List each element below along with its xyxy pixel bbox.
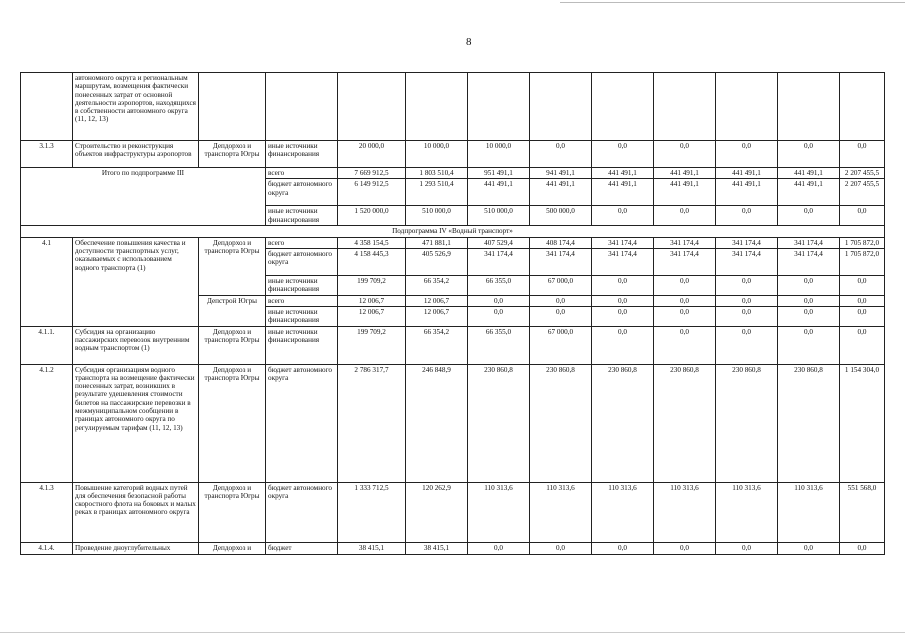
funding-source xyxy=(266,73,338,141)
executor: Депдорхоз и транспорта Югры xyxy=(199,237,266,295)
value-cell: 441 491,1 xyxy=(592,168,654,179)
row-number: 4.1.2 xyxy=(21,364,73,482)
value-cell: 110 313,6 xyxy=(654,482,716,542)
row-number: 3.1.3 xyxy=(21,141,73,168)
value-cell: 500 000,0 xyxy=(530,206,592,226)
value-cell: 441 491,1 xyxy=(778,168,840,179)
value-cell: 0,0 xyxy=(468,295,530,306)
value-cell: 110 313,6 xyxy=(592,482,654,542)
value-cell: 341 174,4 xyxy=(592,237,654,248)
scan-edge-top xyxy=(560,2,905,3)
value-cell: 0,0 xyxy=(778,206,840,226)
value-cell: 341 174,4 xyxy=(530,249,592,276)
value-cell: 0,0 xyxy=(530,542,592,554)
value-cell: 7 669 912,5 xyxy=(338,168,406,179)
funding-source: всего xyxy=(266,168,338,179)
event-name: Обеспечение повышения качества и доступности транспортных услуг, оказываемых с использованием водного транспорта (1) xyxy=(73,237,199,326)
subtotal-label: Итого по подпрограмме III xyxy=(21,168,266,226)
value-cell: 10 000,0 xyxy=(468,141,530,168)
value-cell: 0,0 xyxy=(840,306,885,326)
value-cell: 0,0 xyxy=(778,276,840,296)
value-cell: 1 154 304,0 xyxy=(840,364,885,482)
table-row xyxy=(21,326,885,364)
value-cell: 230 860,8 xyxy=(530,364,592,482)
executor: Депдорхоз и транспорта Югры xyxy=(199,326,266,364)
value-cell: 0,0 xyxy=(840,141,885,168)
row-number: 4.1.3 xyxy=(21,482,73,542)
value-cell: 12 006,7 xyxy=(338,295,406,306)
value-cell: 0,0 xyxy=(840,326,885,364)
table-row xyxy=(21,482,885,542)
value-cell: 1 803 510,4 xyxy=(406,168,468,179)
value-cell: 0,0 xyxy=(716,306,778,326)
value-cell: 199 709,2 xyxy=(338,326,406,364)
value-cell: 341 174,4 xyxy=(654,237,716,248)
value-cell: 405 526,9 xyxy=(406,249,468,276)
value-cell: 66 355,0 xyxy=(468,276,530,296)
value-cell: 0,0 xyxy=(654,295,716,306)
value-cell: 510 000,0 xyxy=(406,206,468,226)
value-cell: 230 860,8 xyxy=(468,364,530,482)
executor: Депдорхоз и транспорта Югры xyxy=(199,141,266,168)
value-cell: 441 491,1 xyxy=(530,179,592,206)
value-cell: 2 786 317,7 xyxy=(338,364,406,482)
row-number: 4.1 xyxy=(21,237,73,326)
value-cell: 341 174,4 xyxy=(778,249,840,276)
table-body xyxy=(21,73,885,555)
executor: Депдорхоз и xyxy=(199,542,266,554)
table-row xyxy=(21,73,885,141)
value-cell: 1 705 872,0 xyxy=(840,237,885,248)
value-cell: 1 333 712,5 xyxy=(338,482,406,542)
value-cell: 0,0 xyxy=(592,295,654,306)
value-cell: 12 006,7 xyxy=(338,306,406,326)
event-name: Строительство и реконструкция объектов инфраструктуры аэропортов xyxy=(73,141,199,168)
funding-source: иные источники финансирования xyxy=(266,326,338,364)
value-cell: 38 415,1 xyxy=(406,542,468,554)
value-cell: 0,0 xyxy=(654,276,716,296)
value-cell: 230 860,8 xyxy=(592,364,654,482)
event-name: Проведение дноуглубительных xyxy=(73,542,199,554)
value-cell: 4 158 445,3 xyxy=(338,249,406,276)
value-cell: 941 491,1 xyxy=(530,168,592,179)
funding-source: всего xyxy=(266,295,338,306)
value-cell: 0,0 xyxy=(530,306,592,326)
value-cell: 0,0 xyxy=(840,295,885,306)
value-cell: 341 174,4 xyxy=(716,237,778,248)
funding-source: иные источники финансирования xyxy=(266,141,338,168)
funding-source: бюджет автономного округа xyxy=(266,249,338,276)
event-name: Повышение категорий водных путей для обеспечения безопасной работы скоростного флота на боковых и малых реках в границах автономного округа xyxy=(73,482,199,542)
value-cell: 66 355,0 xyxy=(468,326,530,364)
executor: Депдорхоз и транспорта Югры xyxy=(199,364,266,482)
executor: Депдорхоз и транспорта Югры xyxy=(199,482,266,542)
value-cell: 1 293 510,4 xyxy=(406,179,468,206)
value-cell: 230 860,8 xyxy=(716,364,778,482)
value-cell: 0,0 xyxy=(592,206,654,226)
value-cell: 441 491,1 xyxy=(716,168,778,179)
value-cell: 66 354,2 xyxy=(406,276,468,296)
row-number xyxy=(21,73,73,141)
value-cell: 0,0 xyxy=(592,141,654,168)
value-cell: 441 491,1 xyxy=(654,179,716,206)
row-number: 4.1.4. xyxy=(21,542,73,554)
table-row xyxy=(21,542,885,554)
value-cell: 0,0 xyxy=(592,276,654,296)
value-cell: 1 705 872,0 xyxy=(840,249,885,276)
funding-source: бюджет автономного округа xyxy=(266,179,338,206)
value-cell: 230 860,8 xyxy=(654,364,716,482)
value-cell: 0,0 xyxy=(468,306,530,326)
value-cell: 0,0 xyxy=(654,306,716,326)
value-cell: 0,0 xyxy=(716,276,778,296)
value-cell: 0,0 xyxy=(840,206,885,226)
scan-edge-bottom xyxy=(0,632,905,633)
event-name: автономного округа и региональным маршрутам, возмещения фактически понесенных затрат от основной деятельности аэропортов, находящихся в собственности автономного округа (11, 12, 13) xyxy=(73,73,199,141)
value-cell: 0,0 xyxy=(592,542,654,554)
value-cell: 1 520 000,0 xyxy=(338,206,406,226)
table-row xyxy=(21,237,885,248)
value-cell: 407 529,4 xyxy=(468,237,530,248)
value-cell: 110 313,6 xyxy=(778,482,840,542)
value-cell: 0,0 xyxy=(778,295,840,306)
value-cell: 441 491,1 xyxy=(592,179,654,206)
value-cell: 67 000,0 xyxy=(530,326,592,364)
value-cell: 2 207 455,5 xyxy=(840,179,885,206)
value-cell: 441 491,1 xyxy=(468,179,530,206)
value-cell: 341 174,4 xyxy=(654,249,716,276)
event-name: Субсидия на организацию пассажирских перевозок внутренним водным транспортом (1) xyxy=(73,326,199,364)
value-cell: 408 174,4 xyxy=(530,237,592,248)
value-cell: 2 207 455,5 xyxy=(840,168,885,179)
value-cell: 0,0 xyxy=(654,141,716,168)
value-cell: 120 262,9 xyxy=(406,482,468,542)
event-name: Субсидия организациям водного транспорта на возмещение фактически понесенных затрат, возникших в результате удешевления стоимости билетов на пассажирские перевозки в межмуниципальном сообщении в границах автономного округа по регулируемым тарифам (11, 12, 13) xyxy=(73,364,199,482)
value-cell: 20 000,0 xyxy=(338,141,406,168)
value-cell: 0,0 xyxy=(716,326,778,364)
table-row xyxy=(21,225,885,237)
value-cell: 199 709,2 xyxy=(338,276,406,296)
funding-source: всего xyxy=(266,237,338,248)
executor xyxy=(199,73,266,141)
value-cell: 341 174,4 xyxy=(778,237,840,248)
value-cell: 0,0 xyxy=(592,306,654,326)
value-cell: 0,0 xyxy=(592,326,654,364)
funding-source: бюджет автономного округа xyxy=(266,364,338,482)
funding-source: иные источники финансирования xyxy=(266,276,338,296)
table-row xyxy=(21,168,885,179)
subprogram-heading: Подпрограмма IV «Водный транспорт» xyxy=(21,225,885,237)
value-cell: 341 174,4 xyxy=(592,249,654,276)
value-cell: 0,0 xyxy=(716,295,778,306)
page-number: 8 xyxy=(466,36,472,48)
value-cell: 0,0 xyxy=(716,141,778,168)
value-cell: 0,0 xyxy=(654,326,716,364)
value-cell: 0,0 xyxy=(530,141,592,168)
value-cell: 510 000,0 xyxy=(468,206,530,226)
value-cell: 951 491,1 xyxy=(468,168,530,179)
row-number: 4.1.1. xyxy=(21,326,73,364)
value-cell: 0,0 xyxy=(778,306,840,326)
value-cell: 66 354,2 xyxy=(406,326,468,364)
value-cell: 6 149 912,5 xyxy=(338,179,406,206)
value-cell: 110 313,6 xyxy=(530,482,592,542)
value-cell: 0,0 xyxy=(778,141,840,168)
value-cell: 341 174,4 xyxy=(716,249,778,276)
financing-table xyxy=(20,72,885,555)
table-row xyxy=(21,141,885,168)
funding-source: иные источники финансирования xyxy=(266,306,338,326)
value-cell: 246 848,9 xyxy=(406,364,468,482)
value-cell: 441 491,1 xyxy=(654,168,716,179)
value-cell: 110 313,6 xyxy=(468,482,530,542)
funding-source: бюджет автономного округа xyxy=(266,482,338,542)
value-cell: 0,0 xyxy=(778,542,840,554)
value-cell: 0,0 xyxy=(654,206,716,226)
value-cell: 441 491,1 xyxy=(778,179,840,206)
value-cell: 471 881,1 xyxy=(406,237,468,248)
value-cell: 0,0 xyxy=(468,542,530,554)
value-cell: 10 000,0 xyxy=(406,141,468,168)
value-cell: 4 358 154,5 xyxy=(338,237,406,248)
value-cell: 0,0 xyxy=(530,295,592,306)
value-cell: 0,0 xyxy=(840,276,885,296)
value-cell: 12 006,7 xyxy=(406,295,468,306)
value-cell: 441 491,1 xyxy=(716,179,778,206)
funding-source: иные источники финансирования xyxy=(266,206,338,226)
value-cell: 0,0 xyxy=(716,206,778,226)
value-cell: 0,0 xyxy=(778,326,840,364)
funding-source: бюджет xyxy=(266,542,338,554)
value-cell: 110 313,6 xyxy=(716,482,778,542)
value-cell: 0,0 xyxy=(716,542,778,554)
value-cell: 341 174,4 xyxy=(468,249,530,276)
value-cell: 230 860,8 xyxy=(778,364,840,482)
value-cell: 0,0 xyxy=(654,542,716,554)
value-cell: 0,0 xyxy=(840,542,885,554)
value-cell: 551 568,0 xyxy=(840,482,885,542)
table-row xyxy=(21,364,885,482)
value-cell: 12 006,7 xyxy=(406,306,468,326)
value-cell: 67 000,0 xyxy=(530,276,592,296)
executor: Депстрой Югры xyxy=(199,295,266,326)
value-cell: 38 415,1 xyxy=(338,542,406,554)
